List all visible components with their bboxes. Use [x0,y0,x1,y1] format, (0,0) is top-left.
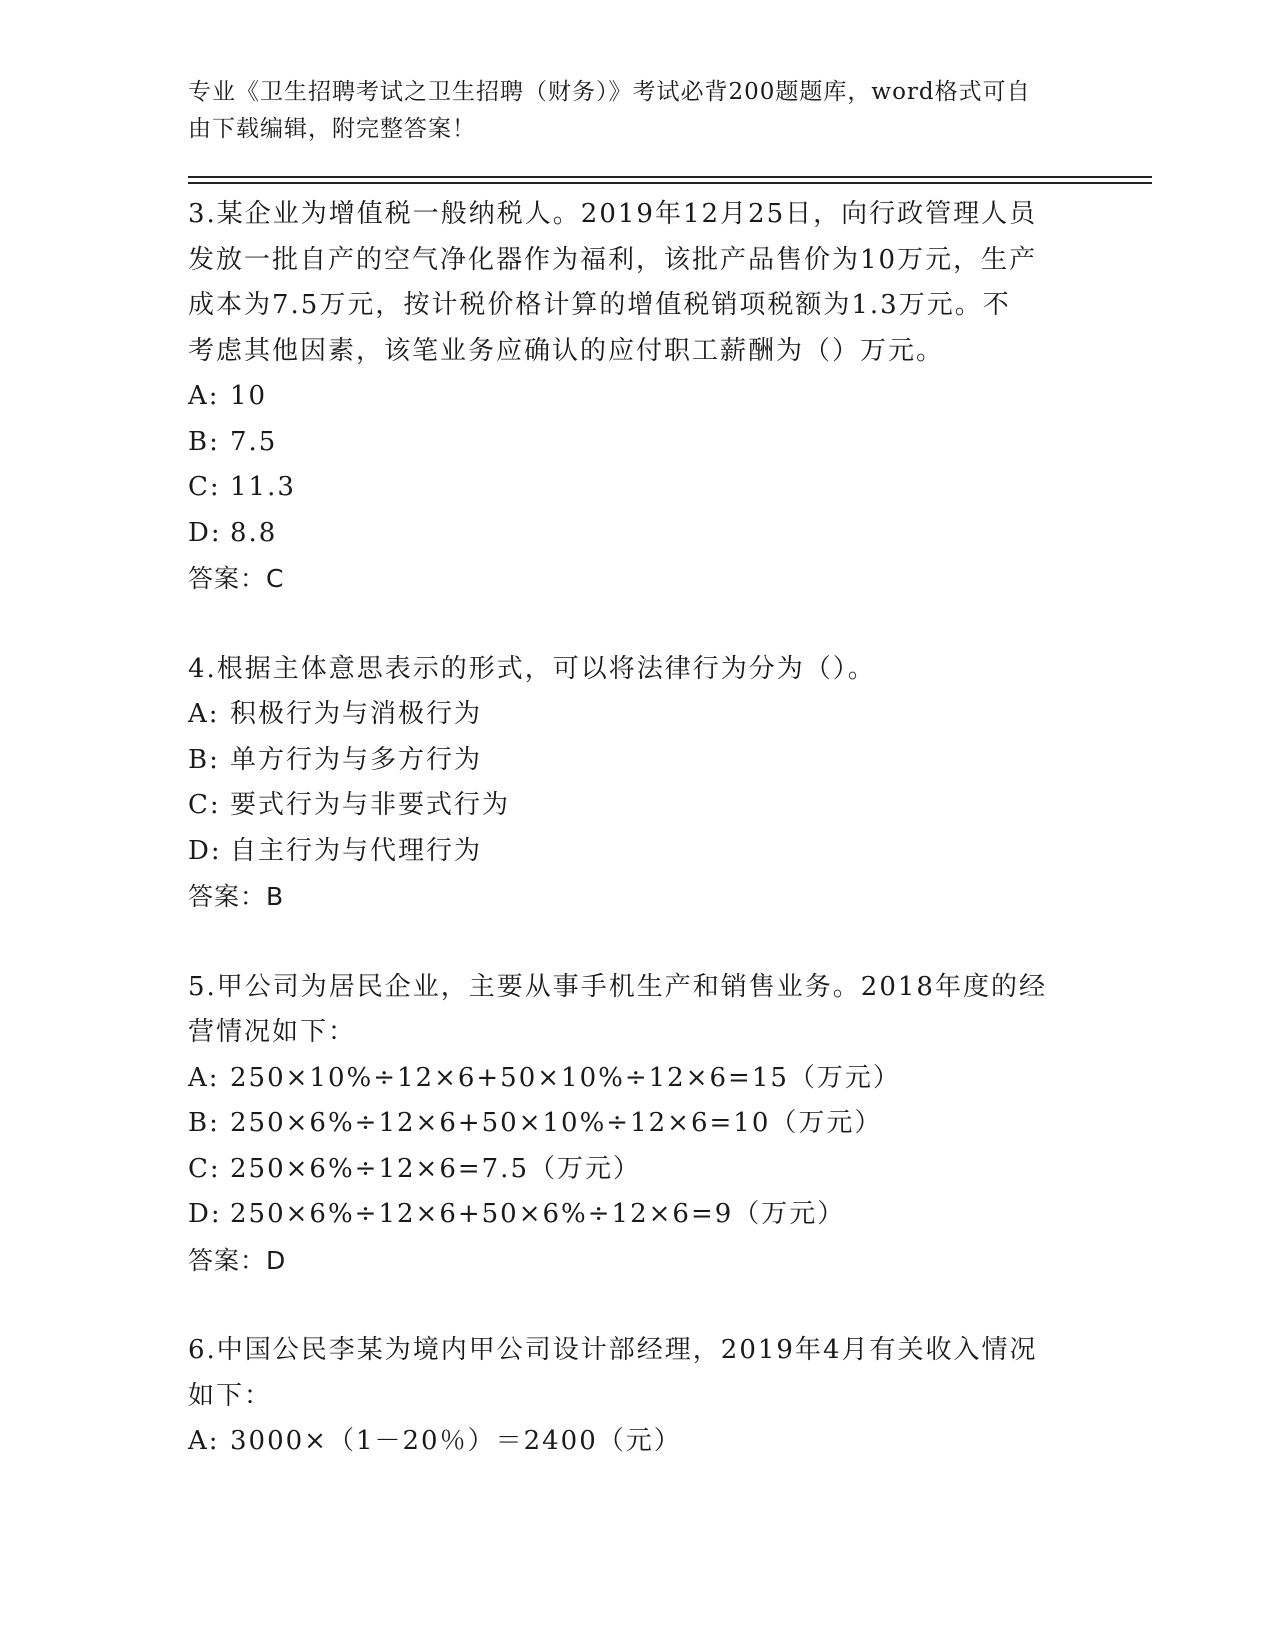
option-text: 自主行为与代理行为 [230,835,483,866]
question-list [188,192,1068,1510]
header-divider-bottom [188,182,1152,184]
option-text: 250×6%÷12×6=7.5（万元） [230,1153,641,1184]
option-text: 3000×（1－20％）＝2400（元） [230,1426,682,1456]
option-text: 250×10%÷12×6+50×10%÷12×6=15（万元） [230,1062,901,1093]
option-label: D: [188,1199,222,1229]
question-stem-line: 5.甲公司为居民企业，主要从事手机生产和销售业务。2018年度的经 [188,971,1047,1002]
option-text: 积极行为与消极行为 [230,699,483,729]
question-stem-line: 发放一批自产的空气净化器作为福利，该批产品售价为10万元，生产 [188,244,1038,275]
option-label: B: [188,426,220,457]
option-label: B: [188,1108,220,1138]
option-text: 单方行为与多方行为 [230,744,483,775]
question-block [188,965,1068,1284]
question-stem-line: 如下： [188,1380,273,1411]
option-a [188,692,1068,738]
question-stem-line: 考虑其他因素，该笔业务应确认的应付职工薪酬为（）万元。 [188,335,945,366]
option-c [188,783,1068,829]
option-d [188,829,1068,875]
option-label: C: [188,472,221,502]
answer-line: 答案：B [188,882,285,911]
question-block [188,192,1068,602]
option-text: 8.8 [230,517,278,548]
option-d [188,1192,1068,1238]
document-header [188,74,1068,148]
option-a [188,374,1068,420]
option-label: D: [188,835,222,866]
question-block [188,647,1068,920]
option-label: D: [188,517,222,548]
question-stem-line: 成本为7.5万元，按计税价格计算的增值税销项税额为1.3万元。不 [188,290,1011,320]
option-text: 11.3 [230,472,296,502]
option-text: 10 [230,381,268,411]
option-text: 7.5 [230,426,278,457]
option-text: 250×6%÷12×6+50×10%÷12×6=10（万元） [230,1108,883,1138]
header-divider-top [188,176,1152,178]
option-label: A: [188,1426,220,1456]
option-label: C: [188,790,221,820]
option-d [188,511,1068,557]
question-block [188,1328,1068,1465]
question-stem-line: 4.根据主体意思表示的形式，可以将法律行为分为（）。 [188,653,876,684]
option-c [188,465,1068,511]
option-text: 250×6%÷12×6+50×6%÷12×6=9（万元） [230,1199,846,1229]
option-label: A: [188,1062,220,1093]
option-a [188,1056,1068,1102]
option-a [188,1419,1068,1465]
option-b [188,1101,1068,1147]
option-label: C: [188,1153,221,1184]
question-stem-line: 6.中国公民李某为境内甲公司设计部经理，2019年4月有关收入情况 [188,1335,1038,1365]
option-label: A: [188,699,220,729]
option-c [188,1147,1068,1193]
answer-line: 答案：C [188,564,285,593]
option-b [188,420,1068,466]
option-text: 要式行为与非要式行为 [230,790,511,820]
answer-line: 答案：D [188,1245,287,1275]
option-label: A: [188,381,220,411]
header-line-2: 由下载编辑，附完整答案！ [188,116,476,142]
option-label: B: [188,744,220,775]
question-stem-line: 营情况如下： [188,1017,357,1047]
option-b [188,738,1068,784]
question-stem-line: 3.某企业为增值税一般纳税人。2019年12月25日，向行政管理人员 [188,199,1038,229]
header-line-1: 专业《卫生招聘考试之卫生招聘（财务）》考试必背200题题库，word格式可自 [188,79,1031,105]
